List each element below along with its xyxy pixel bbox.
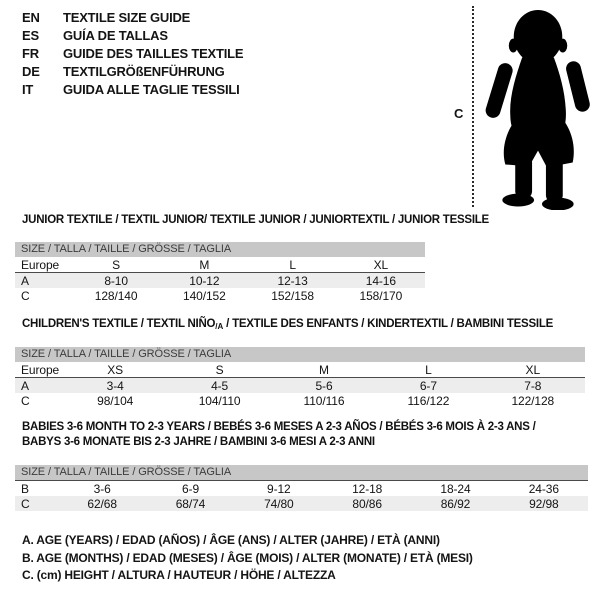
height-measure-label: C [454,106,464,121]
guide-title: GUIDE DES TAILLES TEXTILE [63,45,244,61]
table-row-region [15,257,425,273]
height-value-cell: 68/74 [175,496,206,511]
language-row [22,62,243,80]
baby-silhouette-icon [480,4,598,210]
language-code: EN [22,9,40,25]
babies-title-line1: BABIES 3-6 MONTH TO 2-3 YEARS / BEBÉS 3-6 MESES A 2-3 AÑOS / BÉBÉS 3-6 MOIS À 2-3 ANS / [22,421,536,433]
height-value-cell: 92/98 [529,496,559,511]
row-label: A [21,273,29,288]
size-header-bar: SIZE / TALLA / TAILLE / GRÖSSE / TAGLIA [15,242,425,257]
row-label: C [21,288,30,303]
language-code: ES [22,27,39,43]
table-row-age [15,378,585,393]
language-row [22,8,243,26]
months-value-cell: 12-18 [352,481,383,496]
age-value-cell: 5-6 [315,378,333,393]
height-measure-line [472,6,474,207]
size-col-header: S [215,362,224,377]
row-label: B [21,481,29,496]
months-value-cell: 9-12 [267,481,291,496]
guide-title: GUIDA ALLE TAGLIE TESSILI [63,81,240,97]
language-code: FR [22,45,39,61]
height-value-cell: 158/170 [359,288,403,303]
footnotes [22,532,473,585]
height-value-cell: 152/158 [271,288,314,303]
babies-table-title [22,420,536,449]
babies-size-table [15,465,588,511]
size-col-header: XL [373,257,389,272]
size-col-header: M [319,362,329,377]
months-value-cell: 24-36 [528,481,559,496]
language-title-list [22,8,243,98]
children-table-title [22,318,553,331]
age-value-cell: 6-7 [419,378,437,393]
age-value-cell: 7-8 [524,378,542,393]
size-col-header: S [112,257,121,272]
age-value-cell: 4-5 [211,378,229,393]
age-value-cell: 3-4 [106,378,124,393]
height-value-cell: 110/116 [303,393,345,408]
footnote-age-years: A. AGE (YEARS) / EDAD (AÑOS) / ÂGE (ANS) / ALTER (JAHRE) / ETÀ (ANNI) [22,533,440,547]
table-row-age [15,273,425,288]
junior-size-table [15,242,425,303]
age-value-cell: 14-16 [365,273,396,288]
language-row [22,80,243,98]
children-title-pre: CHILDREN'S TEXTILE / TEXTIL NIÑO [22,318,216,330]
guide-title: TEXTILGRÖßENFÜHRUNG [63,63,225,79]
size-header-bar: SIZE / TALLA / TAILLE / GRÖSSE / TAGLIA [15,347,585,362]
height-value-cell: 62/68 [87,496,117,511]
age-value-cell: 8-10 [104,273,128,288]
height-value-cell: 80/86 [352,496,382,511]
junior-table-title: JUNIOR TEXTILE / TEXTIL JUNIOR/ TEXTILE JUNIOR / JUNIORTEXTIL / JUNIOR TESSILE [22,214,489,226]
language-code: DE [22,63,40,79]
height-value-cell: 86/92 [440,496,471,511]
height-value-cell: 98/104 [97,393,134,408]
size-header-bar: SIZE / TALLA / TAILLE / GRÖSSE / TAGLIA [15,465,588,481]
language-code: IT [22,81,34,97]
months-value-cell: 18-24 [440,481,471,496]
children-size-table [15,347,585,408]
height-value-cell: 128/140 [94,288,138,303]
row-label: C [21,496,30,511]
babies-title-line2: BABYS 3-6 MONATE BIS 2-3 JAHRE / BAMBINI 3-6 MESI A 2-3 ANNI [22,435,375,448]
table-row-height [15,288,425,303]
height-value-cell: 74/80 [264,496,294,511]
children-title-post: / TEXTILE DES ENFANTS / KINDERTEXTIL / BAMBINI TESSILE [223,318,554,330]
size-col-header: L [425,362,432,377]
size-col-header: L [289,257,296,272]
row-label: Europe [21,257,60,272]
age-value-cell: 12-13 [277,273,308,288]
footnote-age-months: B. AGE (MONTHS) / EDAD (MESES) / ÂGE (MOIS) / ALTER (MONATE) / ETÀ (MESI) [22,550,473,565]
height-value-cell: 122/128 [511,393,555,408]
size-col-header: XL [525,362,541,377]
height-value-cell: 104/110 [198,393,241,408]
size-col-header: XS [107,362,124,377]
row-label: C [21,393,30,408]
guide-title: GUÍA DE TALLAS [63,27,168,43]
table-row-height [15,496,588,511]
language-row [22,44,243,62]
height-figure [452,4,598,210]
language-row [22,26,243,44]
row-label: Europe [21,362,60,377]
table-row-height [15,393,585,408]
months-value-cell: 6-9 [181,481,200,496]
size-col-header: M [199,257,210,272]
months-value-cell: 3-6 [93,481,111,496]
table-row-region [15,362,585,378]
footnote-height: C. (cm) HEIGHT / ALTURA / HAUTEUR / HÖHE / ALTEZZA [22,568,336,582]
age-value-cell: 10-12 [189,273,220,288]
guide-title: TEXTILE SIZE GUIDE [63,9,191,25]
table-row-months [15,481,588,496]
children-title-subscript: /A [215,322,224,331]
row-label: A [21,378,29,393]
height-value-cell: 116/122 [407,393,450,408]
height-value-cell: 140/152 [183,288,226,303]
